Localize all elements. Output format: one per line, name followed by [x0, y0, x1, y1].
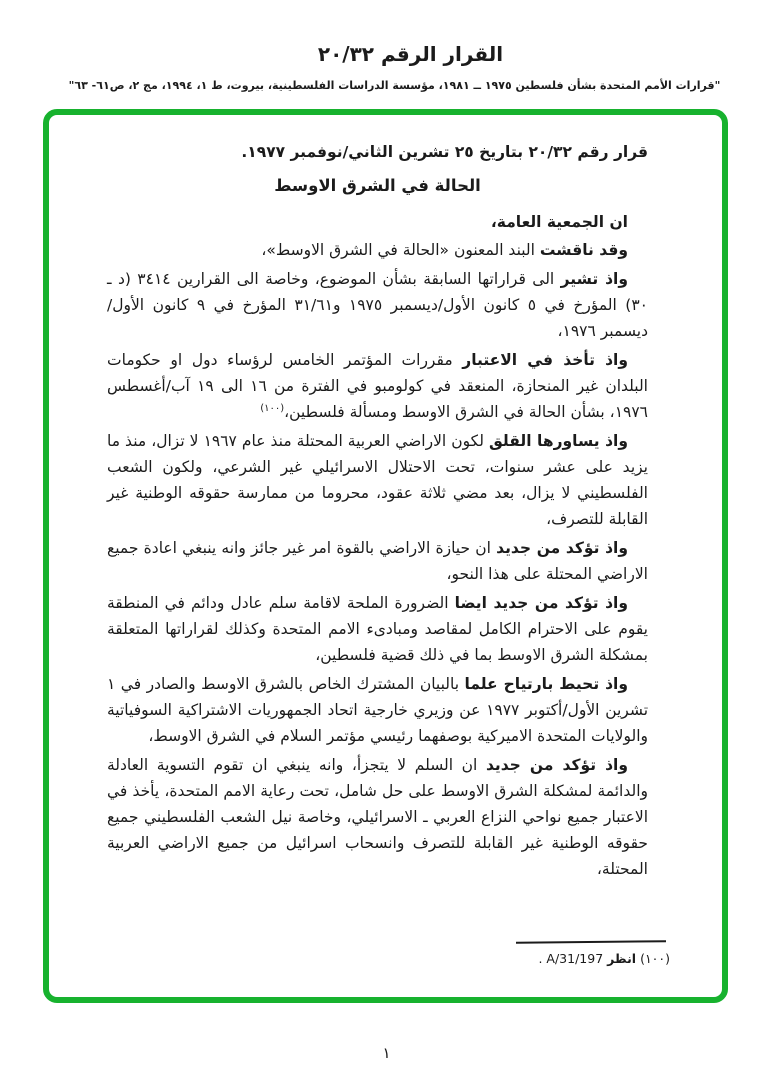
footnote — [480, 941, 670, 968]
paragraph-text: الى قراراتها السابقة بشأن الموضوع، وخاصة الى القرارين ٣٤١٤ (د ـ ٣٠) المؤرخ في ٥ كانون الأول/ديسمبر ١٩٧٥ و٣١/٦١ المؤرخ في ٩ كانون الأول/ديسمبر ١٩٧٦، — [107, 270, 648, 340]
source-citation: "قرارات الأمم المتحدة بشأن فلسطين ١٩٧٥ ــ ١٩٨١، مؤسسة الدراسات الفلسطينية، بيروت، ط ١، ١٩٩٤، مج ٢، ص٦١- ٦٣" — [68, 79, 721, 92]
preamble-intro: ان الجمعية العامة، — [490, 213, 628, 231]
paragraph — [107, 237, 648, 263]
footnote-label: انظر — [607, 951, 637, 966]
footnote-suffix: . — [538, 951, 543, 966]
page-title: القرار الرقم ٢٠/٣٢ — [317, 42, 504, 66]
resolution-heading: قرار رقم ٢٠/٣٢ بتاريخ ٢٥ تشرين الثاني/نوفمبر ١٩٧٧. — [241, 143, 648, 161]
paragraph-text: الضرورة الملحة لاقامة سلم عادل ودائم في المنطقة يقوم على الاحترام الكامل لمقاصد ومبادىء الامم المتحدة وكذلك لقراراتها المتعلقة بمشكلة الشرق الاوسط بما في ذلك قضية فلسطين، — [107, 594, 648, 664]
paragraph-lead: واذ تحيط بارتياح علما — [464, 675, 628, 693]
highlight-frame — [43, 109, 728, 1003]
paragraph-lead: واذ تشير — [560, 270, 628, 288]
paragraph — [107, 347, 648, 425]
paragraph-text: البند المعنون «الحالة في الشرق الاوسط»، — [261, 241, 540, 259]
paragraph — [107, 428, 648, 532]
paragraph-lead: واذ تأخذ في الاعتبار — [462, 351, 628, 369]
page-number: ١ — [382, 1044, 391, 1062]
paragraph-text: بالبيان المشترك الخاص بالشرق الاوسط والصادر في ١ تشرين الأول/أكتوبر ١٩٧٧ عن وزيري خارجية اتحاد الجمهوريات الاشتراكية السوفياتية والولايات المتحدة الاميركية بوصفهما رئيسي مؤتمر السلام في الشرق الاوسط، — [107, 675, 649, 745]
footnote-ref-marker: (١٠٠) — [260, 402, 285, 414]
footnote-text — [480, 950, 670, 968]
paragraph — [107, 535, 648, 587]
footnote-rule — [516, 940, 666, 944]
section-title: الحالة في الشرق الاوسط — [274, 176, 481, 195]
paragraph-text: مقررات المؤتمر الخامس لرؤساء دول او حكومات البلدان غير المنحازة، المنعقد في كولومبو في الفترة من ١٦ الى ١٩ آب/أغسطس ١٩٧٦، بشأن الحالة في الشرق الاوسط ومسألة فلسطين، — [107, 351, 648, 421]
paragraph — [107, 671, 648, 749]
paragraph-lead: واذ يساورها القلق — [488, 432, 628, 450]
paragraph-text: ان حيازة الاراضي بالقوة امر غير جائز وانه ينبغي اعادة جميع الاراضي المحتلة على هذا النحو، — [107, 539, 648, 583]
footnote-marker: (١٠٠) — [640, 951, 670, 966]
paragraph-lead: واذ تؤكد من جديد — [485, 756, 628, 774]
resolution-body — [49, 115, 722, 997]
paragraph-text: ان السلم لا يتجزأ، وانه ينبغي ان تقوم التسوية العادلة والدائمة لمشكلة الشرق الاوسط على حل شامل، تحت رعاية الامم المتحدة، يأخذ في الاعتبار جميع نواحي النزاع العربي ـ الاسرائيلي، وخاصة نيل الشعب الفلسطيني جميع حقوقه الوطنية غير القابلة للتصرف وانسحاب اسرائيل من جميع الاراضي العربية المحتلة، — [107, 756, 648, 878]
paragraph-lead: واذ تؤكد من جديد — [496, 539, 628, 557]
paragraph-text: لكون الاراضي العربية المحتلة منذ عام ١٩٦٧ لا تزال، منذ ما يزيد على عشر سنوات، تحت الاحتلال الاسرائيلي غير الشرعي، ولكون الشعب الفلسطيني لا يزال، بعد مضي ثلاثة عقود، محروما من ممارسة حقوقه الوطنية غير القابلة للتصرف، — [107, 432, 648, 528]
paragraph-lead: واذ تؤكد من جديد ايضا — [454, 594, 628, 612]
paragraph-lead: وقد ناقشت — [539, 241, 628, 259]
paragraph — [107, 266, 648, 344]
paragraph — [107, 752, 648, 882]
paragraph — [107, 590, 648, 668]
footnote-reference: A/31/197 — [546, 951, 604, 966]
